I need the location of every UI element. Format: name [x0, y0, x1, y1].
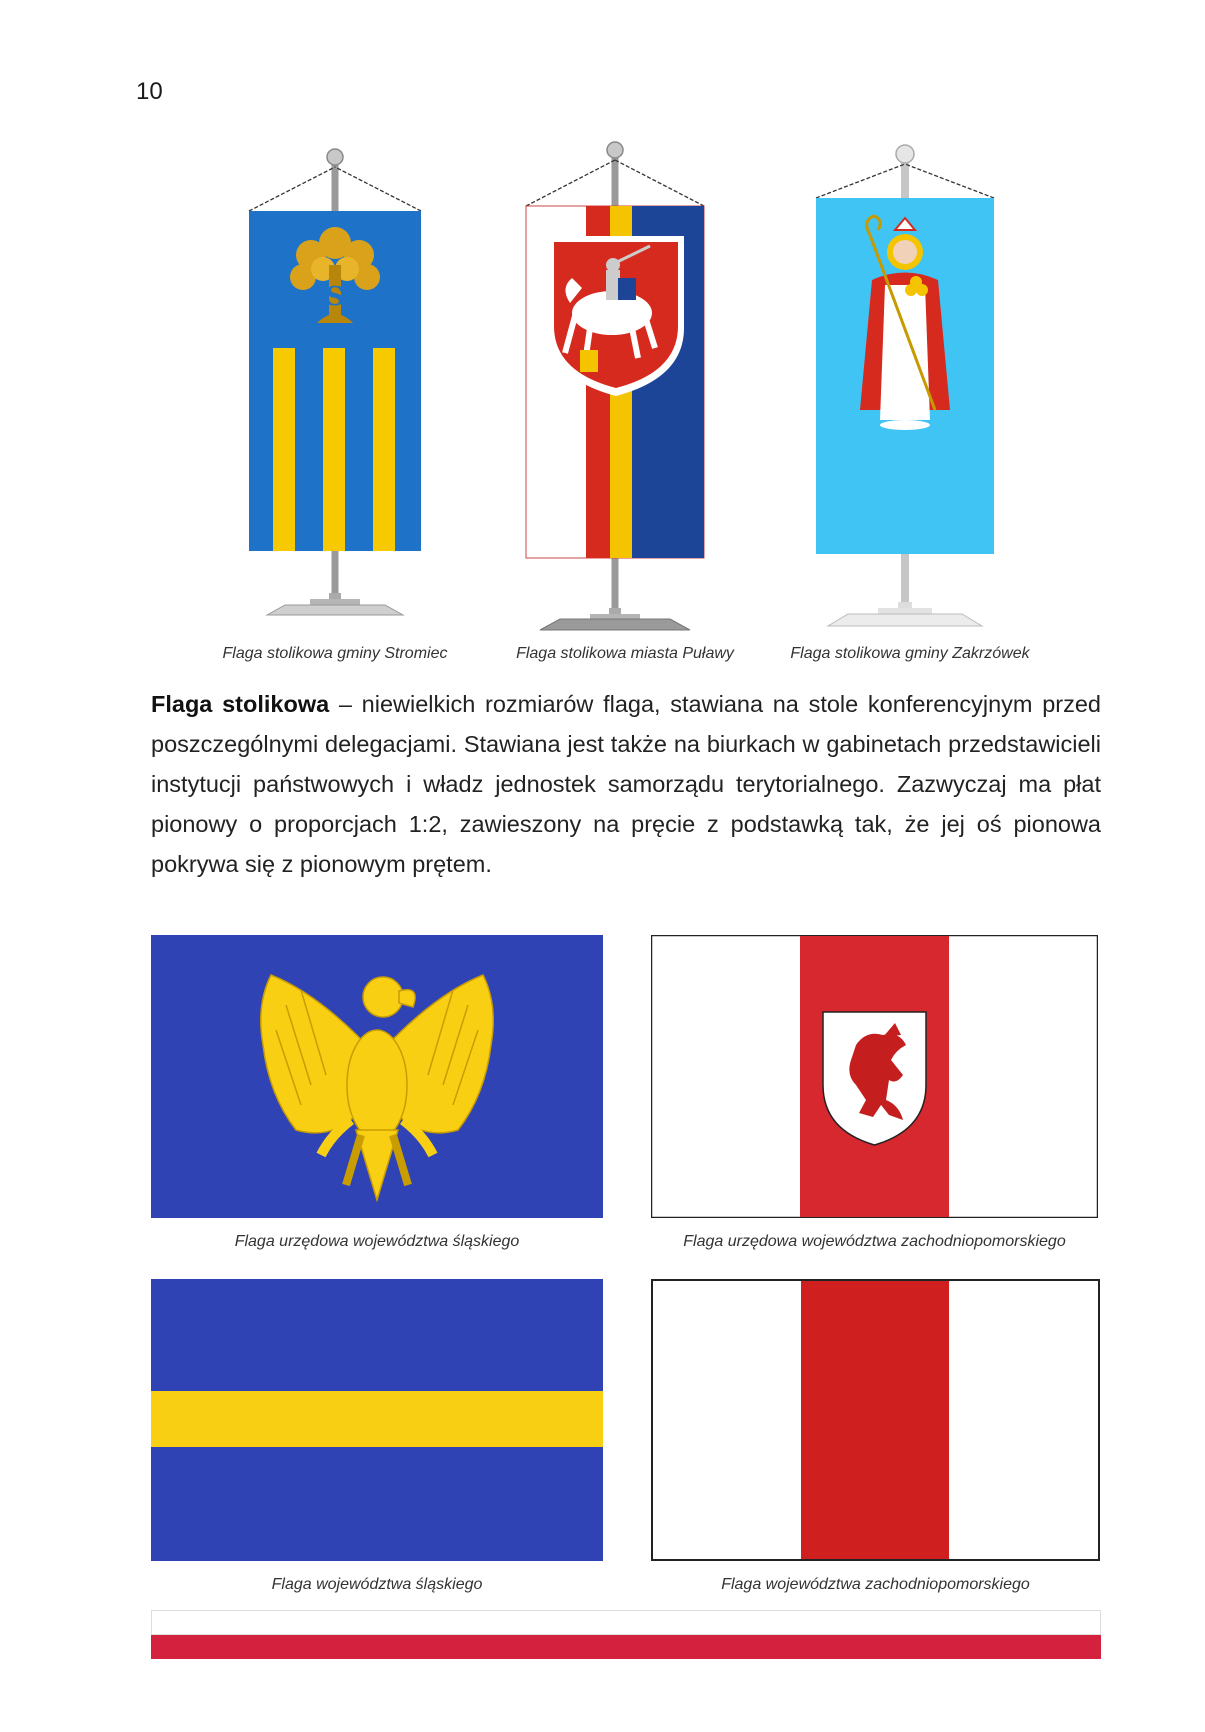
- definition-text: – niewielkich rozmiarów flaga, stawiana na stole konferencyjnym przed poszczególnymi delegacjami. Stawiana jest także na biurkach w gabinetach przedstawicieli instytucji państwowych i władz jednostek samorządu terytorialnego. Zazwyczaj ma płat pionowy o proporcjach 1:2, zawieszony na pręcie z podstawką tak, że jej oś pionowa pokrywa się z pionowym prętem.: [151, 691, 1101, 877]
- caption-westpom: Flaga województwa zachodniopomorskiego: [721, 1576, 1030, 1593]
- table-flag-zakrzowek: [810, 140, 1000, 640]
- griffin-shield-emblem: [823, 1012, 926, 1145]
- flag-silesia-official: [151, 935, 603, 1218]
- flag-westpom: [651, 1279, 1100, 1561]
- caption-silesia-official: Flaga urzędowa województwa śląskiego: [234, 1233, 520, 1250]
- footer-polish-flag-bar: [151, 1610, 1101, 1660]
- caption-silesia: Flaga województwa śląskiego: [271, 1576, 483, 1593]
- table-flag-pulawy: [520, 138, 710, 638]
- flag-silesia: [151, 1279, 603, 1561]
- table-flag-stromiec: [245, 145, 425, 625]
- flag-westpom-official: [651, 935, 1098, 1218]
- definition-paragraph: [151, 684, 1101, 884]
- pulawy-shield-emblem: [548, 236, 684, 396]
- caption-zakrzowek: Flaga stolikowa gminy Zakrzówek: [790, 645, 1030, 662]
- page-number: 10: [136, 78, 163, 105]
- caption-pulawy: Flaga stolikowa miasta Puławy: [516, 645, 734, 662]
- svg-text:S: S: [325, 282, 345, 312]
- caption-westpom-official: Flaga urzędowa województwa zachodniopomorskiego: [683, 1233, 1066, 1250]
- caption-stromiec: Flaga stolikowa gminy Stromiec: [222, 645, 448, 662]
- definition-term: Flaga stolikowa: [151, 691, 330, 717]
